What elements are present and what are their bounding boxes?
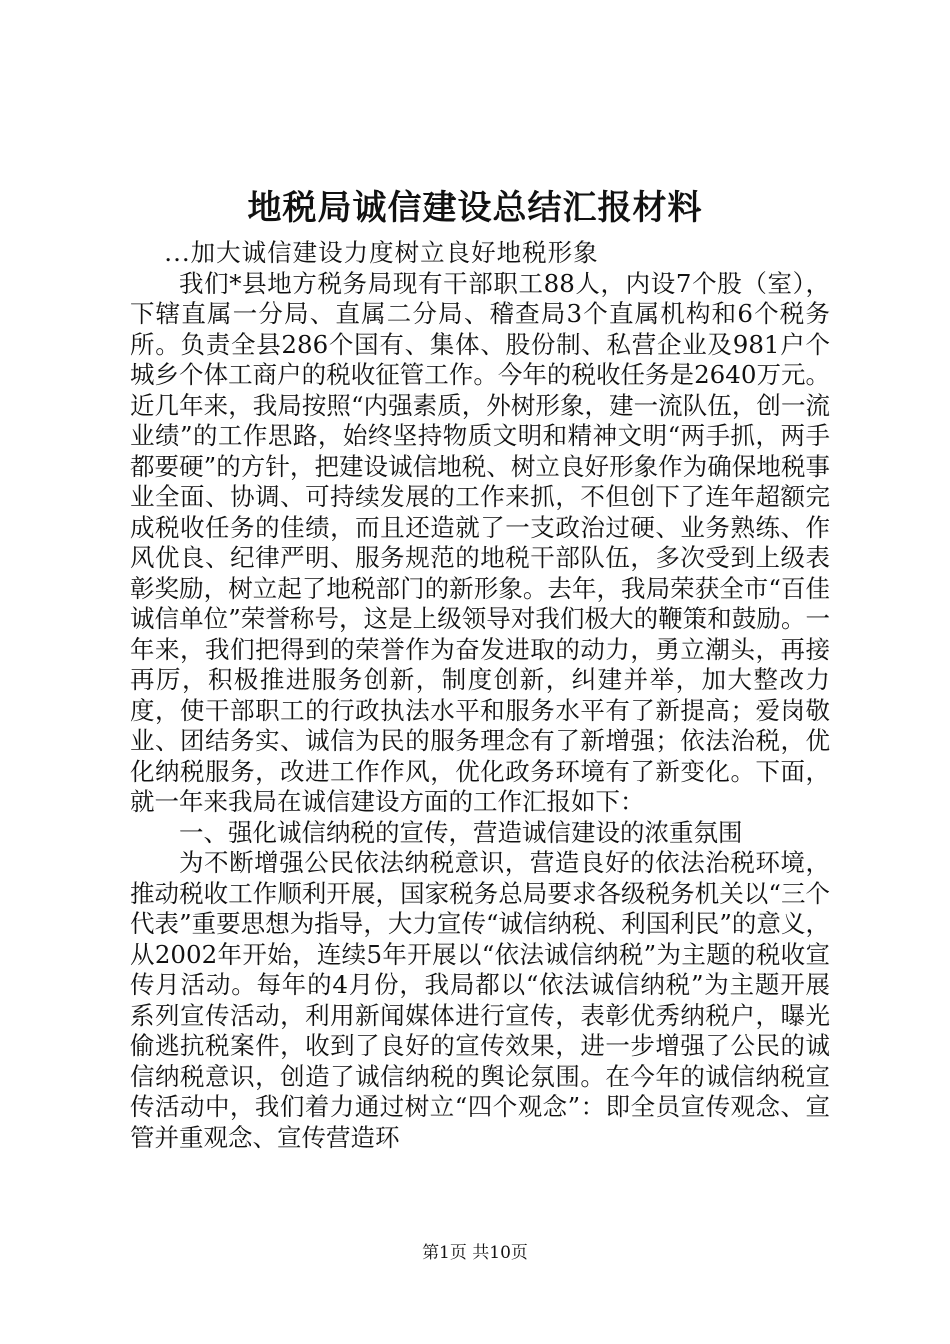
subtitle-line: ...加大诚信建设力度树立良好地税形象 [164, 238, 599, 267]
page-footer: 第1页 共10页 [422, 1243, 528, 1263]
document-title: 地税局诚信建设总结汇报材料 [247, 188, 703, 228]
section-heading: 一、强化诚信纳税的宣传，营造诚信建设的浓重氛围 [179, 817, 743, 847]
body-paragraph: 我们*县地方税务局现有干部职工88人，内设7个股（室），下辖直属一分局、直属二分局、稽查局3个直属机构和6个税务所。负责全县286个国有、集体、股份制、私营企业及981户个城乡个体工商户的税收征管工作。今年的税收任务是2640万元。近几年来，我局按照“内强素质，外树形象，建一流队伍，创一流业绩”的工作思路，始终坚持物质文明和精神文明“两手抓，两手都要硬”的方针，把建设诚信地税、树立良好形象作为确保地税事业全面、协调、可持续发展的工作来抓，不但创下了连年超额完成税收任务的佳绩，而且还造就了一支政治过硬、业务熟练、作风优良、纪律严明、服务规范的地税干部队伍，多次受到上级表彰奖励，树立起了地税部门的新形象。去年，我局荣获全市“百佳诚信单位”荣誉称号，这是上级领导对我们极大的鞭策和鼓励。一年来，我们把得到的荣誉作为奋发进取的动力，勇立潮头，再接再厉，积极推进服务创新，制度创新，纠建并举，加大整改力度，使干部职工的行政执法水平和服务水平有了新提高；爱岗敬业、团结务实、诚信为民的服务理念有了新增强；依法治税，优化纳税服务，改进工作作风，优化政务环境有了新变化。下面，就一年来我局在诚信建设方面的工作汇报如下： [130, 268, 830, 816]
document-body [130, 238, 830, 1153]
body-paragraph: 为不断增强公民依法纳税意识，营造良好的依法治税环境，推动税收工作顺利开展，国家税务总局要求各级税务机关以“三个代表”重要思想为指导，大力宣传“诚信纳税、利国利民”的意义，从2002年开始，连续5年开展以“依法诚信纳税”为主题的税收宣传月活动。每年的4月份，我局都以“依法诚信纳税”为主题开展系列宣传活动，利用新闻媒体进行宣传，表彰优秀纳税户，曝光偷逃抗税案件，收到了良好的宣传效果，进一步增强了公民的诚信纳税意识，创造了诚信纳税的舆论氛围。在今年的诚信纳税宣传活动中，我们着力通过树立“四个观念”：即全员宣传观念、宣管并重观念、宣传营造环 [130, 848, 830, 1152]
